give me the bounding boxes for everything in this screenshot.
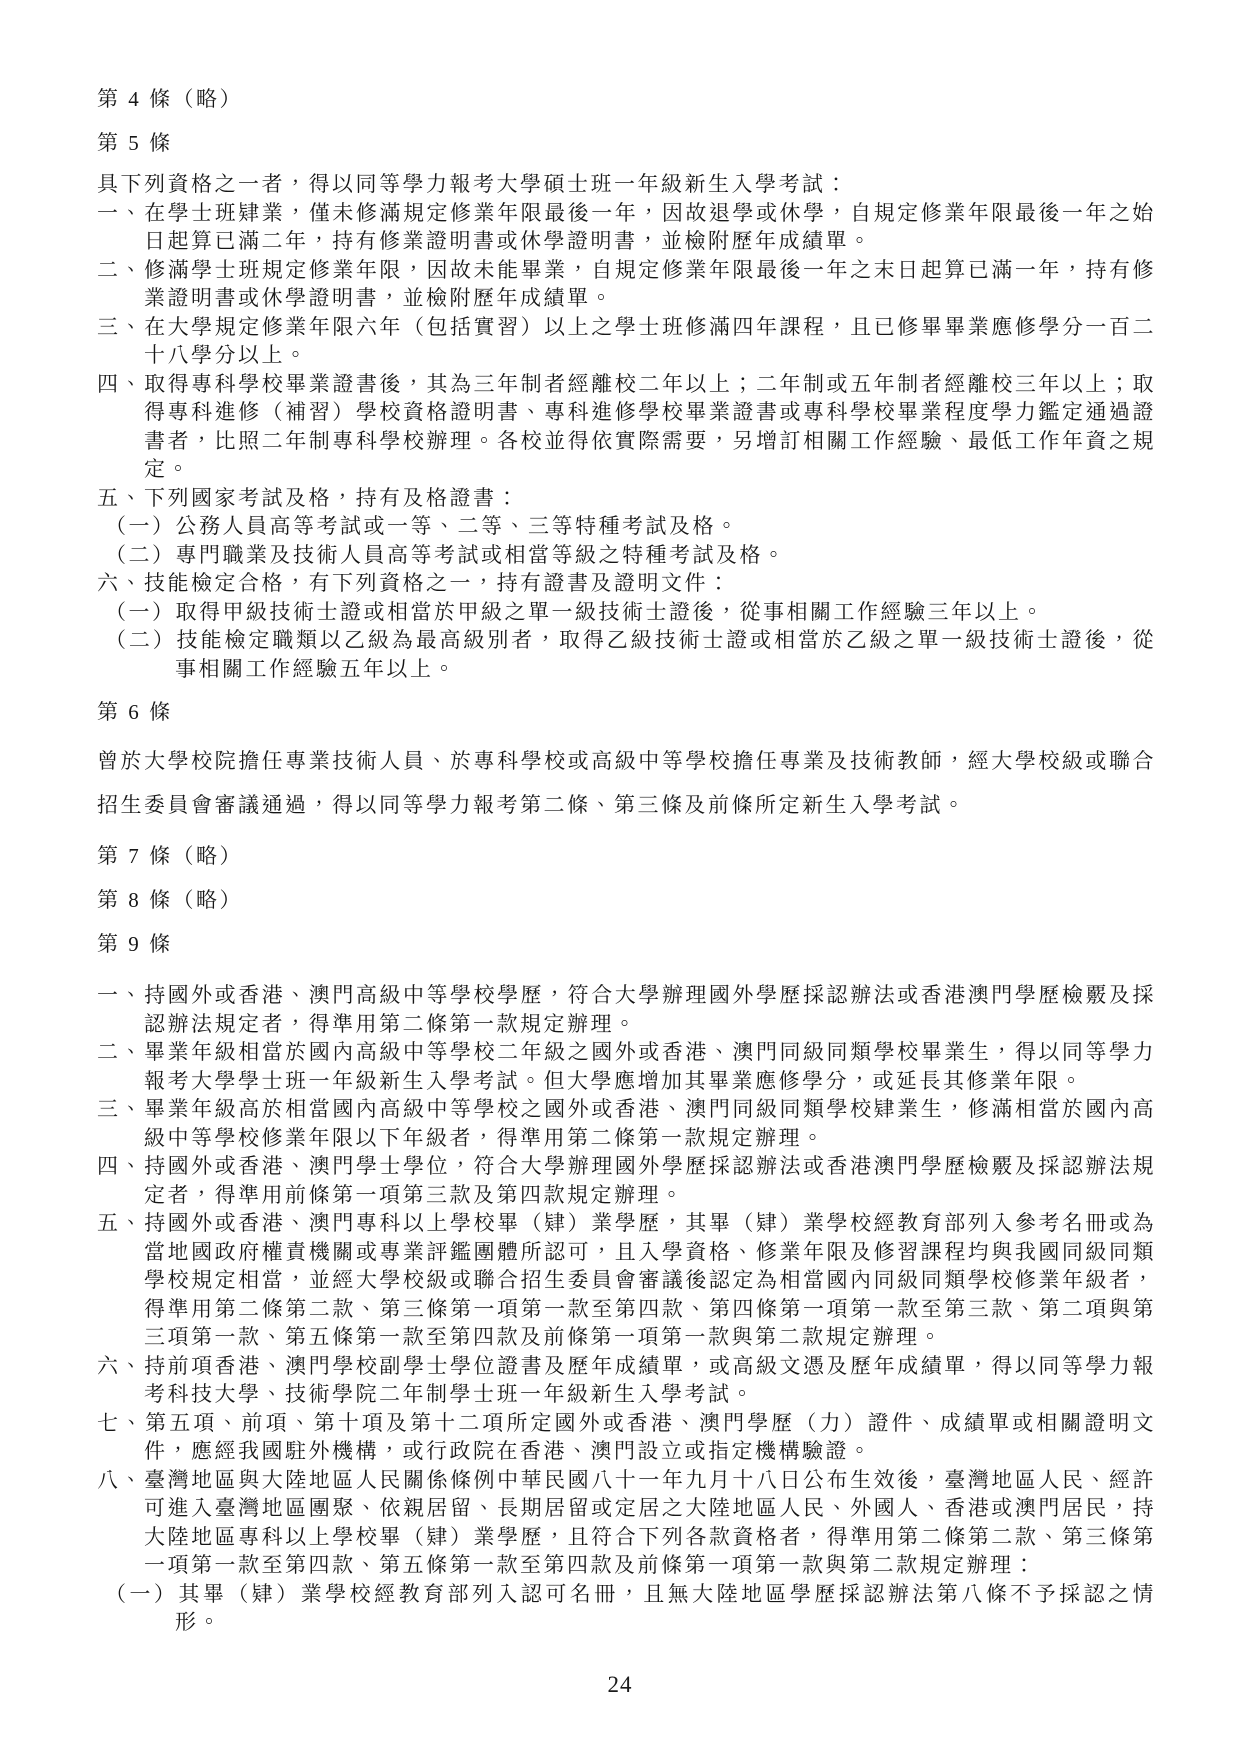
sub-list-item: （二）專門職業及技術人員高等考試或相當等級之特種考試及格。 — [105, 542, 787, 567]
sub-list-item: （一）公務人員高等考試或一等、二等、三等特種考試及格。 — [105, 514, 740, 538]
list-item: 五、下列國家考試及格，持有及格證書： — [97, 485, 520, 510]
article-heading: 第 6 條 — [97, 700, 173, 724]
list-item: 一、在學士班肄業，僅未修滿規定修業年限最後一年，因故退學或休學，自規定修業年限最後一年之始日起算已滿二年，持有修業證明書或休學證明書，並檢附歷年成績單。 — [97, 200, 1156, 253]
list-item: 四、持國外或香港、澳門學士學位，符合大學辦理國外學歷採認辦法或香港澳門學歷檢覈及採認辦法規定者，得準用前條第一項第三款及第四款規定辦理。 — [97, 1154, 1156, 1207]
paragraph: 曾於大學校院擔任專業技術人員、於專科學校或高級中等學校擔任專業及技術教師，經大學校級或聯合招生委員會審議通過，得以同等學力報考第二條、第三條及前條所定新生入學考試。 — [97, 749, 1156, 817]
sub-list-item: （一）其畢（肄）業學校經教育部列入認可名冊，且無大陸地區學歷採認辦法第八條不予採認之情形。 — [105, 1581, 1156, 1634]
article-heading: 第 9 條 — [97, 932, 173, 956]
article-heading: 第 8 條（略） — [97, 888, 243, 912]
article-heading: 第 7 條（略） — [97, 844, 243, 868]
article-heading: 第 5 條 — [97, 131, 173, 155]
list-item: 八、臺灣地區與大陸地區人民關係條例中華民國八十一年九月十八日公布生效後，臺灣地區人民、經許可進入臺灣地區團聚、依親居留、長期居留或定居之大陸地區人民、外國人、香港或澳門居民，持大陸地區專科以上學校畢（肄）業學歷，且符合下列各款資格者，得準用第二條第二款、第三條第一項第一款至第四款、第五條第一款至第四款及前條第一項第一款與第二款規定辦理： — [97, 1467, 1156, 1577]
page-number: 24 — [607, 1672, 633, 1697]
list-item: 四、取得專科學校畢業證書後，其為三年制者經離校二年以上；二年制或五年制者經離校三年以上；取得專科進修（補習）學校資格證明書、專科進修學校畢業證書或專科學校畢業程度學力鑑定通過證書者，比照二年制專科學校辦理。各校並得依實際需要，另增訂相關工作經驗、最低工作年資之規定。 — [97, 371, 1156, 481]
list-item: 三、畢業年級高於相當國內高級中等學校之國外或香港、澳門同級同類學校肄業生，修滿相當於國內高級中等學校修業年限以下年級者，得準用第二條第一款規定辦理。 — [97, 1097, 1156, 1150]
list-item: 七、第五項、前項、第十項及第十二項所定國外或香港、澳門學歷（力）證件、成績單或相關證明文件，應經我國駐外機構，或行政院在香港、澳門設立或指定機構驗證。 — [97, 1410, 1156, 1463]
list-item: 二、修滿學士班規定修業年限，因故未能畢業，自規定修業年限最後一年之末日起算已滿一年，持有修業證明書或休學證明書，並檢附歷年成績單。 — [97, 257, 1156, 310]
list-item: 一、持國外或香港、澳門高級中等學校學歷，符合大學辦理國外學歷採認辦法或香港澳門學歷檢覈及採認辦法規定者，得準用第二條第一款規定辦理。 — [97, 983, 1156, 1036]
article-heading: 第 4 條（略） — [97, 87, 243, 111]
list-item: 二、畢業年級相當於國內高級中等學校二年級之國外或香港、澳門同級同類學校畢業生，得以同等學力報考大學學士班一年級新生入學考試。但大學應增加其畢業應修學分，或延長其修業年限。 — [97, 1040, 1156, 1093]
list-item: 六、持前項香港、澳門學校副學士學位證書及歷年成績單，或高級文憑及歷年成績單，得以同等學力報考科技大學、技術學院二年制學士班一年級新生入學考試。 — [97, 1353, 1156, 1406]
list-item: 五、持國外或香港、澳門專科以上學校畢（肄）業學歷，其畢（肄）業學校經教育部列入參考名冊或為當地國政府權責機關或專業評鑑團體所認可，且入學資格、修業年限及修習課程均與我國同級同類學校規定相當，並經大學校級或聯合招生委員會審議後認定為相當國內同級同類學校修業年級者，得準用第二條第二款、第三條第一項第一款至第四款、第四條第一項第一款至第三款、第二項與第三項第一款、第五條第一款至第四款及前條第一項第一款與第二款規定辦理。 — [97, 1211, 1156, 1349]
paragraph: 具下列資格之一者，得以同等學力報考大學碩士班一年級新生入學考試： — [97, 172, 849, 196]
list-item: 六、技能檢定合格，有下列資格之一，持有證書及證明文件： — [97, 571, 732, 595]
list-item: 三、在大學規定修業年限六年（包括實習）以上之學士班修滿四年課程，且已修畢畢業應修學分一百二十八學分以上。 — [97, 314, 1156, 367]
sub-list-item: （二）技能檢定職類以乙級為最高級別者，取得乙級技術士證或相當於乙級之單一級技術士證後，從事相關工作經驗五年以上。 — [105, 628, 1156, 681]
document-body — [97, 84, 1156, 1637]
sub-list-item: （一）取得甲級技術士證或相當於甲級之單一級技術士證後，從事相關工作經驗三年以上。 — [105, 599, 1045, 624]
